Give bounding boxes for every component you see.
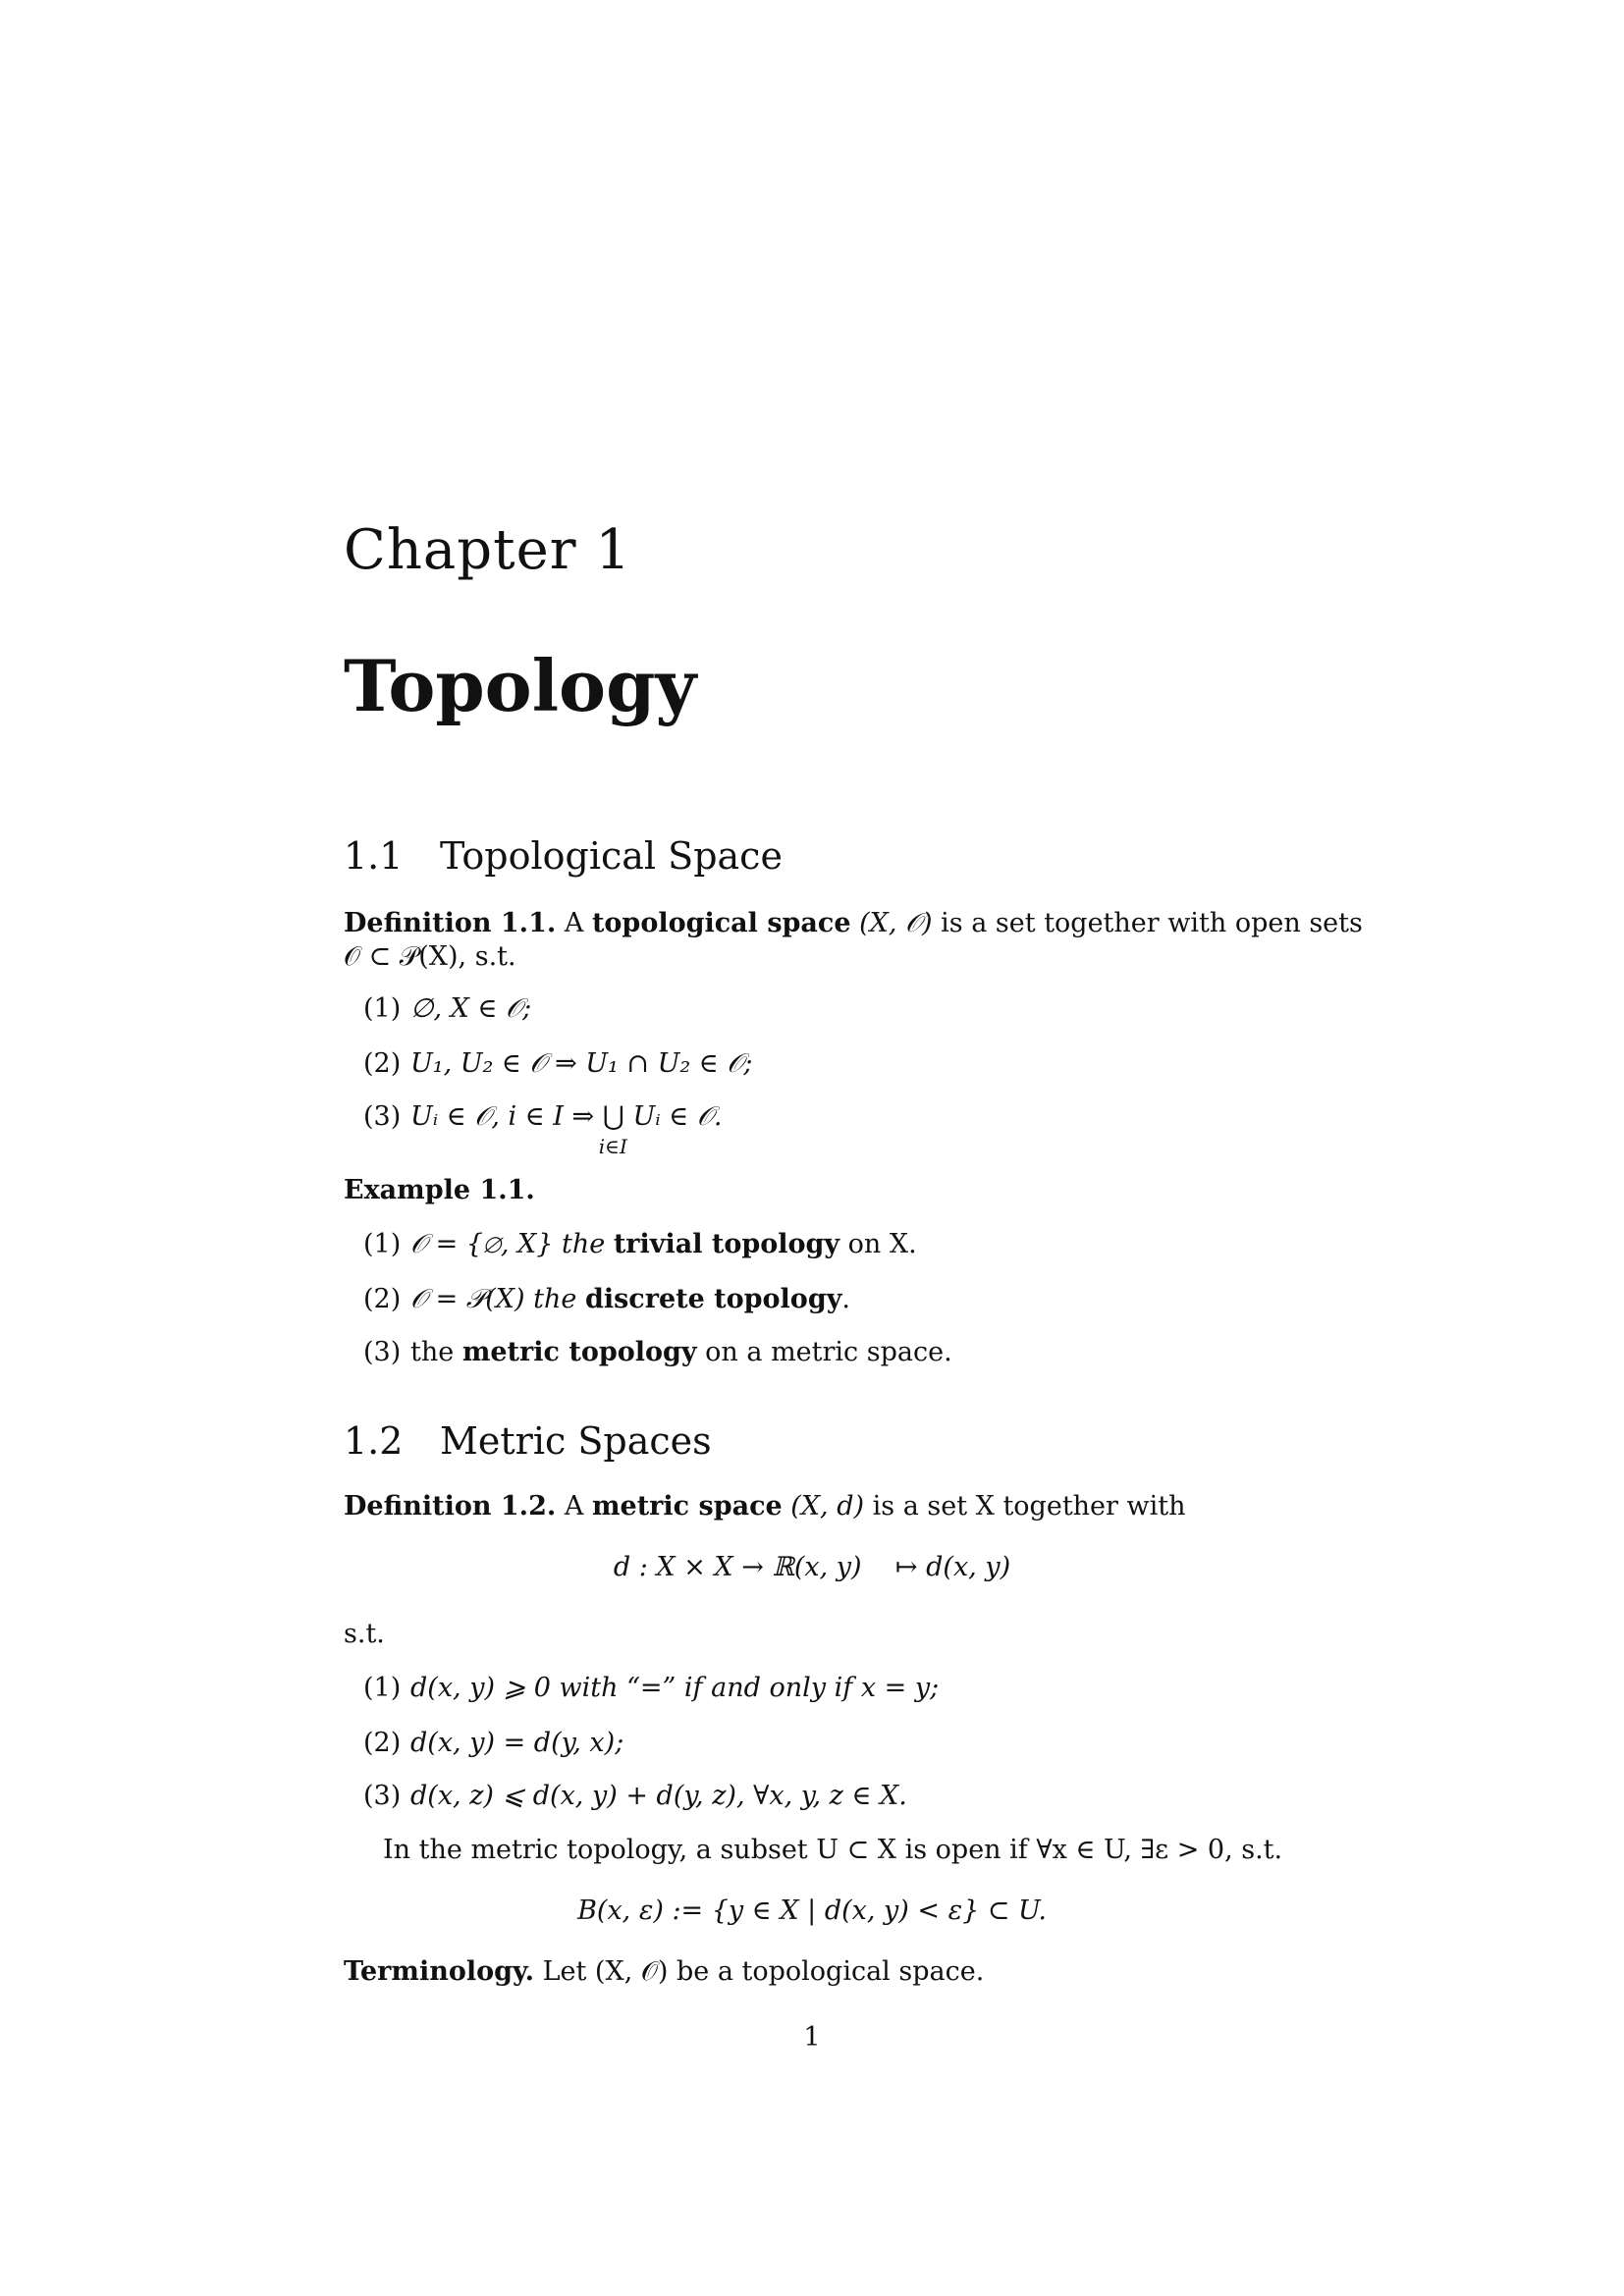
item-number: (2) xyxy=(363,1048,402,1079)
list-item xyxy=(363,993,531,1025)
terminology-text: Let (X, 𝒪) be a topological space. xyxy=(542,1956,985,1987)
item-text: 𝒪 = {∅, X} the xyxy=(410,1229,606,1259)
list-item xyxy=(363,1048,752,1080)
union-symbol: ⋃ xyxy=(602,1101,624,1132)
list-item xyxy=(363,1101,723,1158)
section-number: 1.1 xyxy=(344,834,404,878)
item-text: the xyxy=(410,1337,455,1367)
example-label: Example 1.1. xyxy=(344,1175,535,1205)
item-text: d(x, y) = d(y, x); xyxy=(410,1728,624,1758)
math-expression: (X, 𝒪) xyxy=(859,908,933,938)
item-text: . xyxy=(841,1284,850,1314)
union-subscript: i∈I xyxy=(598,1135,627,1158)
defined-term: metric space xyxy=(591,1491,783,1522)
definition-1-1-line2: 𝒪 ⊂ 𝒫(X), s.t. xyxy=(344,941,516,972)
defined-term: discrete topology xyxy=(584,1284,842,1314)
item-number: (2) xyxy=(363,1284,402,1314)
item-number: (3) xyxy=(363,1781,402,1811)
list-item xyxy=(363,1728,623,1758)
item-text: Uᵢ ∈ 𝒪. xyxy=(632,1101,723,1132)
section-heading-1-2 xyxy=(344,1419,712,1463)
item-number: (1) xyxy=(363,1673,402,1703)
text: is a set together with open sets xyxy=(941,908,1363,938)
item-number: (3) xyxy=(363,1337,402,1367)
math-expression: (X, d) xyxy=(790,1491,865,1522)
item-text: on X. xyxy=(847,1229,917,1259)
definition-1-2-line1 xyxy=(344,1490,1186,1523)
item-number: (2) xyxy=(363,1728,402,1758)
display-equation-ball: B(x, ε) := {y ∈ X | d(x, y) < ε} ⊂ U. xyxy=(577,1896,1047,1926)
item-text: d(x, z) ⩽ d(x, y) + d(y, z), ∀x, y, z ∈ X. xyxy=(410,1781,907,1811)
item-number: (3) xyxy=(363,1101,402,1132)
section-number: 1.2 xyxy=(344,1419,404,1463)
section-title: Metric Spaces xyxy=(440,1419,712,1463)
section-heading-1-1 xyxy=(344,834,783,878)
list-item xyxy=(363,1673,939,1703)
item-text: U₁, U₂ ∈ 𝒪 ⇒ U₁ ∩ U₂ ∈ 𝒪; xyxy=(410,1048,753,1079)
terminology-line xyxy=(344,1955,984,1989)
list-item xyxy=(363,1284,850,1315)
such-that-text: s.t. xyxy=(344,1619,385,1649)
definition-label: Definition 1.1. xyxy=(344,908,557,938)
item-text: on a metric space. xyxy=(705,1337,952,1367)
defined-term: topological space xyxy=(591,908,851,938)
list-item xyxy=(363,1781,907,1811)
item-number: (1) xyxy=(363,1229,402,1259)
metric-topology-paragraph: In the metric topology, a subset U ⊂ X is open if ∀x ∈ U, ∃ε > 0, s.t. xyxy=(383,1835,1283,1865)
definition-label: Definition 1.2. xyxy=(344,1491,557,1522)
text: A xyxy=(564,908,584,938)
big-union-operator xyxy=(598,1101,627,1158)
item-text: ∅, X ∈ 𝒪; xyxy=(410,993,532,1024)
text: A xyxy=(564,1491,584,1522)
item-text: Uᵢ ∈ 𝒪, i ∈ I ⇒ xyxy=(410,1101,595,1132)
page-number: 1 xyxy=(803,2022,821,2053)
item-text: 𝒪 = 𝒫(X) the xyxy=(410,1284,577,1314)
chapter-label: Chapter 1 xyxy=(344,518,631,582)
defined-term: metric topology xyxy=(461,1337,697,1367)
chapter-title: Topology xyxy=(344,644,697,727)
display-equation-metric: d : X × X → ℝ(x, y) ↦ d(x, y) xyxy=(613,1552,1011,1582)
item-number: (1) xyxy=(363,993,402,1024)
item-text: d(x, y) ⩾ 0 with “=” if and only if x = y; xyxy=(410,1673,940,1703)
list-item xyxy=(363,1229,917,1260)
defined-term: trivial topology xyxy=(613,1229,840,1259)
definition-1-1-line1 xyxy=(344,907,1363,940)
text: is a set X together with xyxy=(872,1491,1186,1522)
section-title: Topological Space xyxy=(440,834,783,878)
list-item xyxy=(363,1337,952,1367)
terminology-label: Terminology. xyxy=(344,1956,534,1987)
